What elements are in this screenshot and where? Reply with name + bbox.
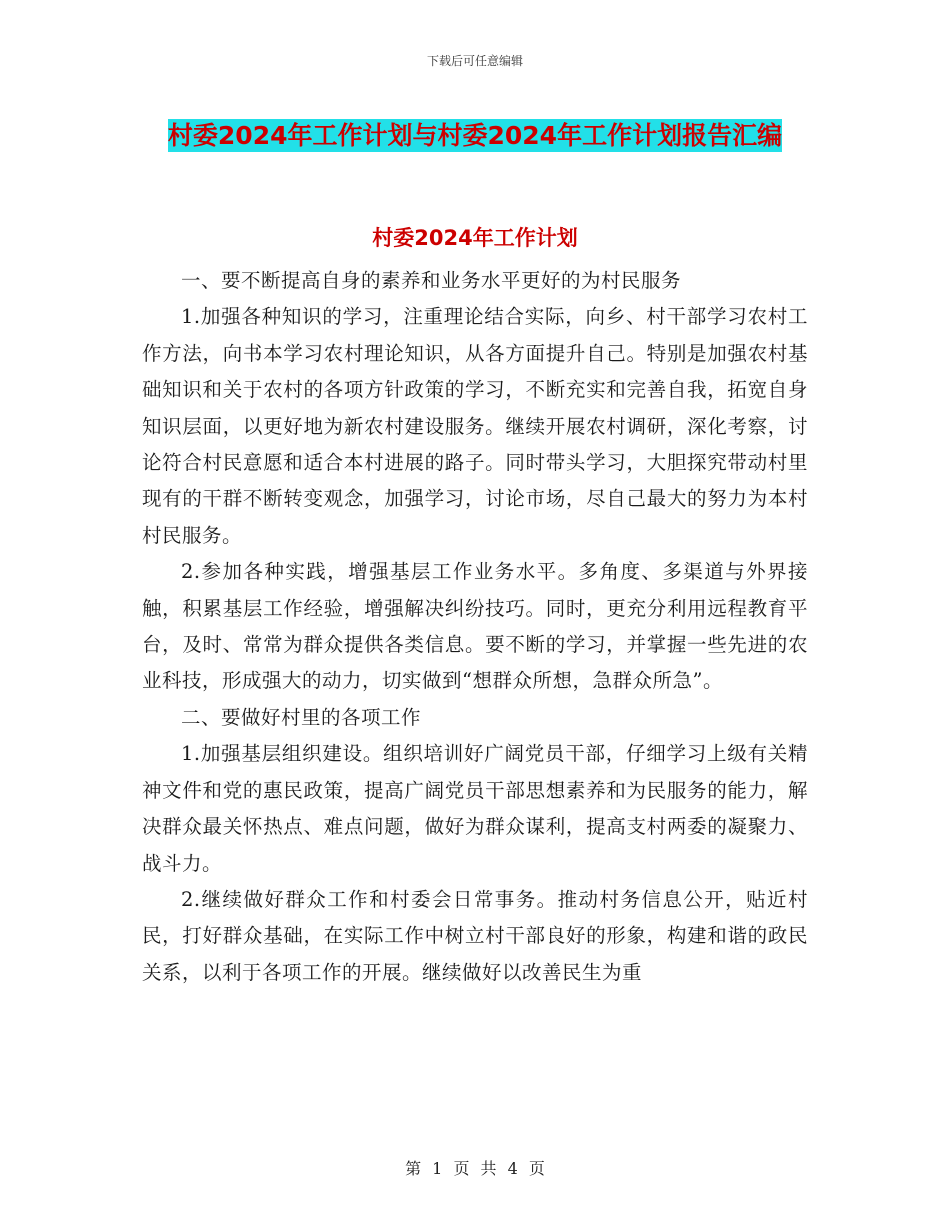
document-title — [150, 112, 800, 160]
page-number: 第 1 页 共 4 页 — [405, 1159, 545, 1178]
heading-paragraph-1: 一、要不断提高自身的素养和业务水平更好的为村民服务 — [181, 269, 682, 292]
body-paragraph-4: 2.继续做好群众工作和村委会日常事务。推动村务信息公开，贴近村民，打好群众基础，在实际工作中树立村干部良好的形象，构建和谐的政民关系，以利于各项工作的开展。继续做好以改善民生为重 — [142, 887, 808, 984]
body-paragraph-1: 1.加强各种知识的学习，注重理论结合实际，向乡、村干部学习农村工作方法，向书本学习农村理论知识，从各方面提升自己。特别是加强农村基础知识和关于农村的各项方针政策的学习，不断充实和完善自我，拓宽自身知识层面，以更好地为新农村建设服务。继续开展农村调研，深化考察，讨论符合村民意愿和适合本村进展的路子。同时带头学习，大胆探究带动村里现有的干群不断转变观念，加强学习，讨论市场，尽自己最大的努力为本村村民服务。 — [142, 305, 808, 547]
body-paragraph-2: 2.参加各种实践，增强基层工作业务水平。多角度、多渠道与外界接触，积累基层工作经验，增强解决纠纷技巧。同时，更充分利用远程教育平台，及时、常常为群众提供各类信息。要不断的学习，并掌握一些先进的农业科技，形成强大的动力，切实做到“想群众所想，急群众所急”。 — [142, 560, 808, 693]
header-note: 下载后可任意编辑 — [426, 54, 523, 68]
heading-paragraph-2: 二、要做好村里的各项工作 — [181, 705, 422, 729]
section-title: 村委2024年工作计划 — [372, 226, 578, 250]
document-title-text: 村委2024年工作计划与村委2024年工作计划报告汇编 — [167, 121, 783, 150]
body-paragraph-3: 1.加强基层组织建设。组织培训好广阔党员干部，仔细学习上级有关精神文件和党的惠民政策，提高广阔党员干部思想素养和为民服务的能力，解决群众最关怀热点、难点问题，做好为群众谋利，提高支村两委的凝聚力、战斗力。 — [142, 742, 808, 875]
document-body — [142, 263, 808, 991]
